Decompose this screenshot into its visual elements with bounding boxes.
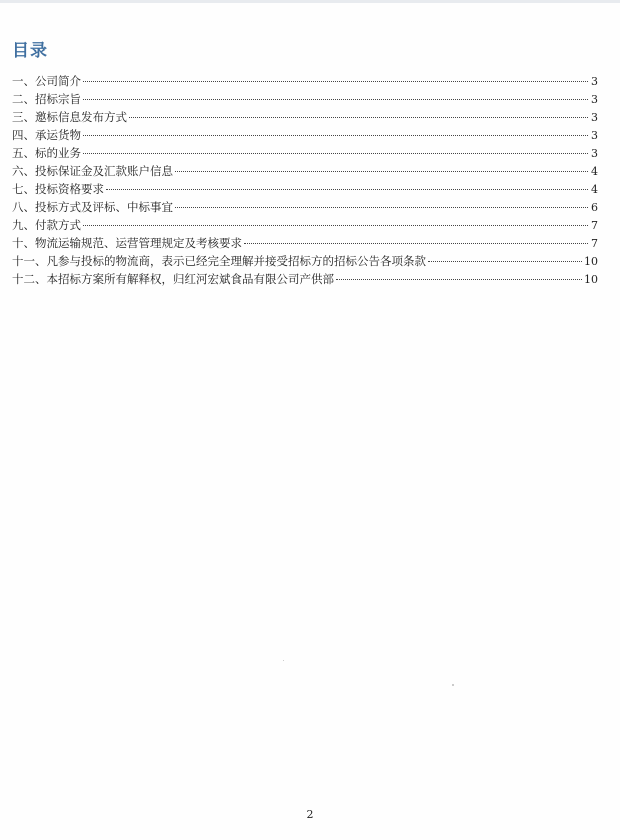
toc-entry-label: 十二、本招标方案所有解释权，归红河宏斌食品有限公司产供部 — [12, 272, 334, 286]
table-of-contents — [12, 72, 598, 288]
toc-dot-leader — [83, 135, 588, 136]
toc-entry-label: 十、物流运输规范、运营管理规定及考核要求 — [12, 236, 242, 250]
toc-entry-label: 六、投标保证金及汇款账户信息 — [12, 164, 173, 178]
toc-entry-page: 4 — [591, 183, 598, 196]
toc-dot-leader — [175, 207, 588, 208]
toc-entry-page: 4 — [591, 165, 598, 178]
toc-entry-label: 四、承运货物 — [12, 128, 81, 142]
page-number: 2 — [306, 808, 314, 821]
toc-dot-leader — [83, 153, 588, 154]
toc-entry-label: 五、标的业务 — [12, 146, 81, 160]
toc-dot-leader — [106, 189, 588, 190]
toc-entry-page: 10 — [584, 273, 598, 286]
toc-dot-leader — [129, 117, 588, 118]
toc-dot-leader — [83, 99, 588, 100]
toc-dot-leader — [83, 225, 588, 226]
toc-entry[interactable] — [12, 90, 598, 108]
toc-entry-page: 3 — [591, 129, 598, 142]
toc-entry-page: 3 — [591, 93, 598, 106]
toc-entry[interactable] — [12, 180, 598, 198]
toc-entry[interactable] — [12, 252, 598, 270]
toc-entry-label: 七、投标资格要求 — [12, 182, 104, 196]
toc-entry[interactable] — [12, 234, 598, 252]
toc-entry-label: 三、邀标信息发布方式 — [12, 110, 127, 124]
toc-dot-leader — [244, 243, 588, 244]
toc-entry-label: 二、招标宗旨 — [12, 92, 81, 106]
toc-entry[interactable] — [12, 108, 598, 126]
toc-entry-label: 八、投标方式及评标、中标事宜 — [12, 200, 173, 214]
toc-entry[interactable] — [12, 72, 598, 90]
toc-entry-page: 3 — [591, 75, 598, 88]
toc-entry-page: 7 — [591, 237, 598, 250]
toc-entry[interactable] — [12, 126, 598, 144]
toc-entry-label: 十一、凡参与投标的物流商，表示已经完全理解并接受招标方的招标公告各项条款 — [12, 254, 426, 268]
toc-dot-leader — [83, 81, 588, 82]
toc-entry[interactable] — [12, 144, 598, 162]
toc-entry[interactable] — [12, 270, 598, 288]
toc-dot-leader — [428, 261, 582, 262]
toc-title: 目录 — [12, 41, 48, 61]
scan-edge — [0, 0, 620, 3]
toc-entry-page: 3 — [591, 147, 598, 160]
toc-entry-page: 3 — [591, 111, 598, 124]
scan-speck — [283, 660, 284, 661]
toc-entry[interactable] — [12, 198, 598, 216]
toc-dot-leader — [175, 171, 588, 172]
toc-entry[interactable] — [12, 216, 598, 234]
toc-entry-label: 九、付款方式 — [12, 218, 81, 232]
toc-entry-page: 6 — [591, 201, 598, 214]
toc-entry[interactable] — [12, 162, 598, 180]
toc-dot-leader — [336, 279, 582, 280]
toc-entry-label: 一、公司简介 — [12, 74, 81, 88]
scan-speck — [452, 684, 454, 686]
toc-entry-page: 10 — [584, 255, 598, 268]
toc-entry-page: 7 — [591, 219, 598, 232]
